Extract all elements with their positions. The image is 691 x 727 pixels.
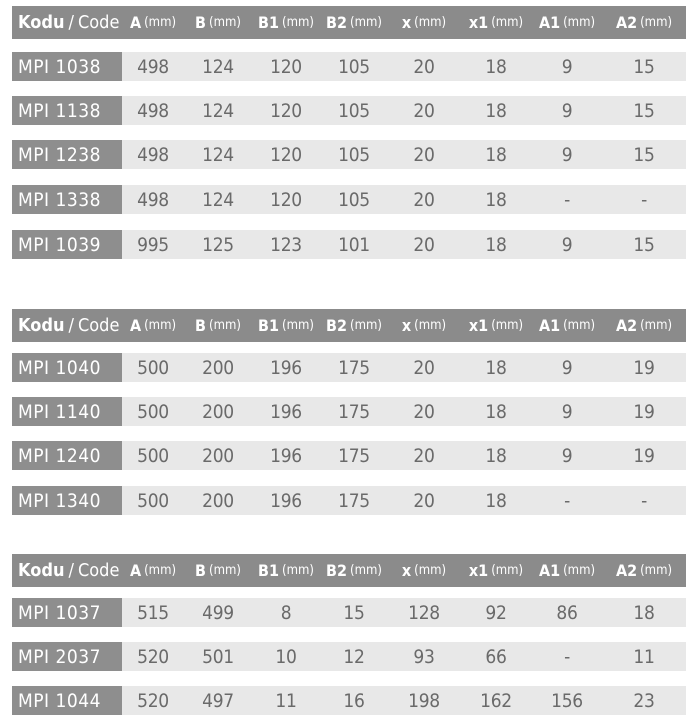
header-code-en: Code <box>77 560 120 581</box>
header-col-unit: (mm) <box>144 563 177 578</box>
dimension-value: 498 <box>137 99 169 122</box>
table-row <box>12 96 686 125</box>
dimension-value: 498 <box>137 143 169 166</box>
header-col-a <box>122 554 184 587</box>
dimension-value: 498 <box>137 55 169 78</box>
dimension-value: 15 <box>633 233 655 256</box>
dimension-value: 497 <box>202 689 234 712</box>
header-col-unit: (mm) <box>563 15 596 30</box>
dimension-value: 120 <box>270 55 302 78</box>
dimension-value: 198 <box>408 689 440 712</box>
header-col-a2 <box>602 6 686 39</box>
header-col-unit: (mm) <box>144 15 177 30</box>
dimension-value: 200 <box>202 356 234 379</box>
header-col-x <box>388 6 460 39</box>
dimension-value: 128 <box>408 601 440 624</box>
product-code: MPI 1338 <box>12 185 122 214</box>
header-col-name: B1 <box>258 316 280 335</box>
dimension-value: 23 <box>633 689 655 712</box>
table-row <box>12 140 686 169</box>
table-header <box>12 6 686 39</box>
dimension-value: 105 <box>338 143 370 166</box>
header-code-en: Code <box>77 12 120 33</box>
dimension-value: 120 <box>270 188 302 211</box>
dimension-value: - <box>564 489 570 512</box>
header-col-name: B <box>195 13 207 32</box>
header-col-name: A1 <box>538 561 561 580</box>
header-col-name: x <box>401 561 412 580</box>
table-row <box>12 598 686 627</box>
dimension-value: 18 <box>485 400 507 423</box>
header-col-unit: (mm) <box>144 318 177 333</box>
dimension-value: 124 <box>202 55 234 78</box>
table-row <box>12 486 686 515</box>
header-code-tr: Kodu <box>18 12 65 33</box>
dimension-value: 9 <box>561 99 573 122</box>
dimension-value: 15 <box>633 143 655 166</box>
header-col-b <box>184 309 252 342</box>
dimension-value: 9 <box>561 400 573 423</box>
product-code: MPI 1238 <box>12 140 122 169</box>
dimension-value: 86 <box>556 601 578 624</box>
dimension-value: 20 <box>413 356 435 379</box>
dimension-value: 196 <box>270 356 302 379</box>
header-col-unit: (mm) <box>350 318 382 333</box>
dimension-value: 124 <box>202 99 234 122</box>
header-col-b <box>184 6 252 39</box>
dimension-value: 196 <box>270 400 302 423</box>
dimension-value: 15 <box>343 601 365 624</box>
dimension-value: - <box>641 489 647 512</box>
dimension-value: 105 <box>338 99 370 122</box>
dimension-value: 9 <box>561 233 573 256</box>
dimension-value: 995 <box>137 233 169 256</box>
dimension-value: 18 <box>485 55 507 78</box>
dimension-value: 500 <box>137 444 169 467</box>
dimension-value: 18 <box>633 601 655 624</box>
header-col-unit: (mm) <box>640 318 673 333</box>
product-code: MPI 1038 <box>12 52 122 81</box>
dimension-value: 175 <box>338 400 370 423</box>
table-row <box>12 397 686 426</box>
dimension-value: 9 <box>561 356 573 379</box>
header-col-unit: (mm) <box>282 563 314 578</box>
dimension-value: 18 <box>485 143 507 166</box>
dimension-value: 200 <box>202 400 234 423</box>
dimension-value: 11 <box>633 645 655 668</box>
header-col-name: A <box>129 561 142 580</box>
header-col-x1 <box>460 6 532 39</box>
dimension-value: - <box>564 645 570 668</box>
dimension-value: 498 <box>137 188 169 211</box>
header-col-b1 <box>252 554 320 587</box>
dimension-value: 18 <box>485 233 507 256</box>
dimension-value: 120 <box>270 143 302 166</box>
dimension-value: 500 <box>137 400 169 423</box>
header-code-tr: Kodu <box>18 315 65 336</box>
dimension-value: 9 <box>561 143 573 166</box>
header-col-name: x <box>401 316 412 335</box>
header-col-b2 <box>320 6 388 39</box>
product-code: MPI 1340 <box>12 486 122 515</box>
header-code <box>12 554 122 587</box>
dimension-value: 20 <box>413 188 435 211</box>
header-col-unit: (mm) <box>491 318 524 333</box>
header-col-a2 <box>602 309 686 342</box>
dimension-value: 20 <box>413 55 435 78</box>
dimension-value: 501 <box>202 645 234 668</box>
header-col-name: B1 <box>258 561 280 580</box>
header-col-unit: (mm) <box>282 15 314 30</box>
table-row <box>12 185 686 214</box>
dimension-value: 20 <box>413 444 435 467</box>
header-col-name: B2 <box>326 561 348 580</box>
dimension-value: 196 <box>270 444 302 467</box>
dimension-value: 19 <box>633 444 655 467</box>
header-col-a1 <box>532 6 602 39</box>
header-code-tr: Kodu <box>18 560 65 581</box>
header-col-unit: (mm) <box>563 318 596 333</box>
dimension-value: 124 <box>202 188 234 211</box>
table-row <box>12 642 686 671</box>
table-row <box>12 353 686 382</box>
header-col-unit: (mm) <box>209 318 241 333</box>
header-col-unit: (mm) <box>491 15 524 30</box>
dimension-value: 8 <box>280 601 292 624</box>
header-col-name: A <box>129 316 142 335</box>
header-col-name: B1 <box>258 13 280 32</box>
dimension-value: 18 <box>485 489 507 512</box>
dimension-value: 18 <box>485 356 507 379</box>
header-col-unit: (mm) <box>209 563 241 578</box>
header-col-name: A1 <box>538 13 561 32</box>
dimension-value: 11 <box>275 689 297 712</box>
dimension-value: 19 <box>633 356 655 379</box>
dimension-value: 20 <box>413 99 435 122</box>
header-col-unit: (mm) <box>491 563 524 578</box>
dimension-value: 515 <box>137 601 169 624</box>
dimension-value: 175 <box>338 356 370 379</box>
table-header <box>12 554 686 587</box>
dimension-value: 16 <box>343 689 365 712</box>
dimension-value: 200 <box>202 444 234 467</box>
dimension-value: 500 <box>137 356 169 379</box>
header-col-name: x1 <box>468 561 489 580</box>
header-col-x <box>388 309 460 342</box>
header-col-a2 <box>602 554 686 587</box>
dimension-value: - <box>641 188 647 211</box>
dimension-value: 18 <box>485 444 507 467</box>
header-col-name: B2 <box>326 13 348 32</box>
header-code-separator: / <box>68 315 74 336</box>
dimension-value: 175 <box>338 489 370 512</box>
table-row <box>12 52 686 81</box>
header-col-unit: (mm) <box>350 15 382 30</box>
dimension-value: 20 <box>413 489 435 512</box>
header-col-name: B <box>195 561 207 580</box>
header-col-name: B2 <box>326 316 348 335</box>
dimension-value: 9 <box>561 55 573 78</box>
header-col-unit: (mm) <box>563 563 596 578</box>
dimension-value: 200 <box>202 489 234 512</box>
dimension-value: 15 <box>633 55 655 78</box>
dimension-value: 10 <box>275 645 297 668</box>
dimension-value: 156 <box>551 689 583 712</box>
header-col-name: x <box>401 13 412 32</box>
header-col-unit: (mm) <box>282 318 314 333</box>
dimension-value: 18 <box>485 99 507 122</box>
header-col-unit: (mm) <box>414 318 447 333</box>
table-row <box>12 230 686 259</box>
dimension-value: 125 <box>202 233 234 256</box>
product-code: MPI 1138 <box>12 96 122 125</box>
header-col-name: B <box>195 316 207 335</box>
dimension-value: 175 <box>338 444 370 467</box>
header-col-name: x1 <box>468 316 489 335</box>
dimension-value: 15 <box>633 99 655 122</box>
header-col-a <box>122 309 184 342</box>
header-col-x1 <box>460 309 532 342</box>
header-col-b <box>184 554 252 587</box>
header-code <box>12 309 122 342</box>
dimension-value: 520 <box>137 645 169 668</box>
header-col-unit: (mm) <box>209 15 241 30</box>
table-header <box>12 309 686 342</box>
header-code <box>12 6 122 39</box>
dimension-value: 500 <box>137 489 169 512</box>
dimension-value: 9 <box>561 444 573 467</box>
product-code: MPI 1040 <box>12 353 122 382</box>
header-col-b1 <box>252 6 320 39</box>
header-col-name: A2 <box>615 561 638 580</box>
header-col-name: A2 <box>615 13 638 32</box>
dimension-value: 92 <box>485 601 507 624</box>
header-col-a <box>122 6 184 39</box>
product-code: MPI 1240 <box>12 441 122 470</box>
header-col-b2 <box>320 554 388 587</box>
header-col-a1 <box>532 554 602 587</box>
header-col-x <box>388 554 460 587</box>
header-col-name: A <box>129 13 142 32</box>
header-col-unit: (mm) <box>414 563 447 578</box>
table-row <box>12 441 686 470</box>
header-col-unit: (mm) <box>414 15 447 30</box>
header-col-b1 <box>252 309 320 342</box>
dimension-value: 520 <box>137 689 169 712</box>
dimension-value: 105 <box>338 55 370 78</box>
header-col-unit: (mm) <box>640 15 673 30</box>
product-code: MPI 1044 <box>12 686 122 715</box>
dimension-value: 20 <box>413 233 435 256</box>
dimension-value: 101 <box>338 233 370 256</box>
dimension-value: 12 <box>343 645 365 668</box>
dimension-value: 18 <box>485 188 507 211</box>
product-code: MPI 2037 <box>12 642 122 671</box>
header-col-x1 <box>460 554 532 587</box>
header-col-b2 <box>320 309 388 342</box>
dimension-value: 20 <box>413 400 435 423</box>
header-code-separator: / <box>68 560 74 581</box>
dimension-value: 499 <box>202 601 234 624</box>
dimension-value: 196 <box>270 489 302 512</box>
product-code: MPI 1039 <box>12 230 122 259</box>
dimension-value: 93 <box>413 645 435 668</box>
header-col-unit: (mm) <box>350 563 382 578</box>
dimension-value: 120 <box>270 99 302 122</box>
header-col-name: A1 <box>538 316 561 335</box>
product-code: MPI 1140 <box>12 397 122 426</box>
product-code: MPI 1037 <box>12 598 122 627</box>
header-col-a1 <box>532 309 602 342</box>
header-code-en: Code <box>77 315 120 336</box>
header-code-separator: / <box>68 12 74 33</box>
header-col-name: x1 <box>468 13 489 32</box>
dimension-value: - <box>564 188 570 211</box>
dimension-value: 162 <box>480 689 512 712</box>
dimension-value: 123 <box>270 233 302 256</box>
header-col-unit: (mm) <box>640 563 673 578</box>
dimension-value: 66 <box>485 645 507 668</box>
header-col-name: A2 <box>615 316 638 335</box>
dimension-value: 105 <box>338 188 370 211</box>
dimension-value: 124 <box>202 143 234 166</box>
dimension-value: 19 <box>633 400 655 423</box>
dimension-value: 20 <box>413 143 435 166</box>
table-row <box>12 686 686 715</box>
